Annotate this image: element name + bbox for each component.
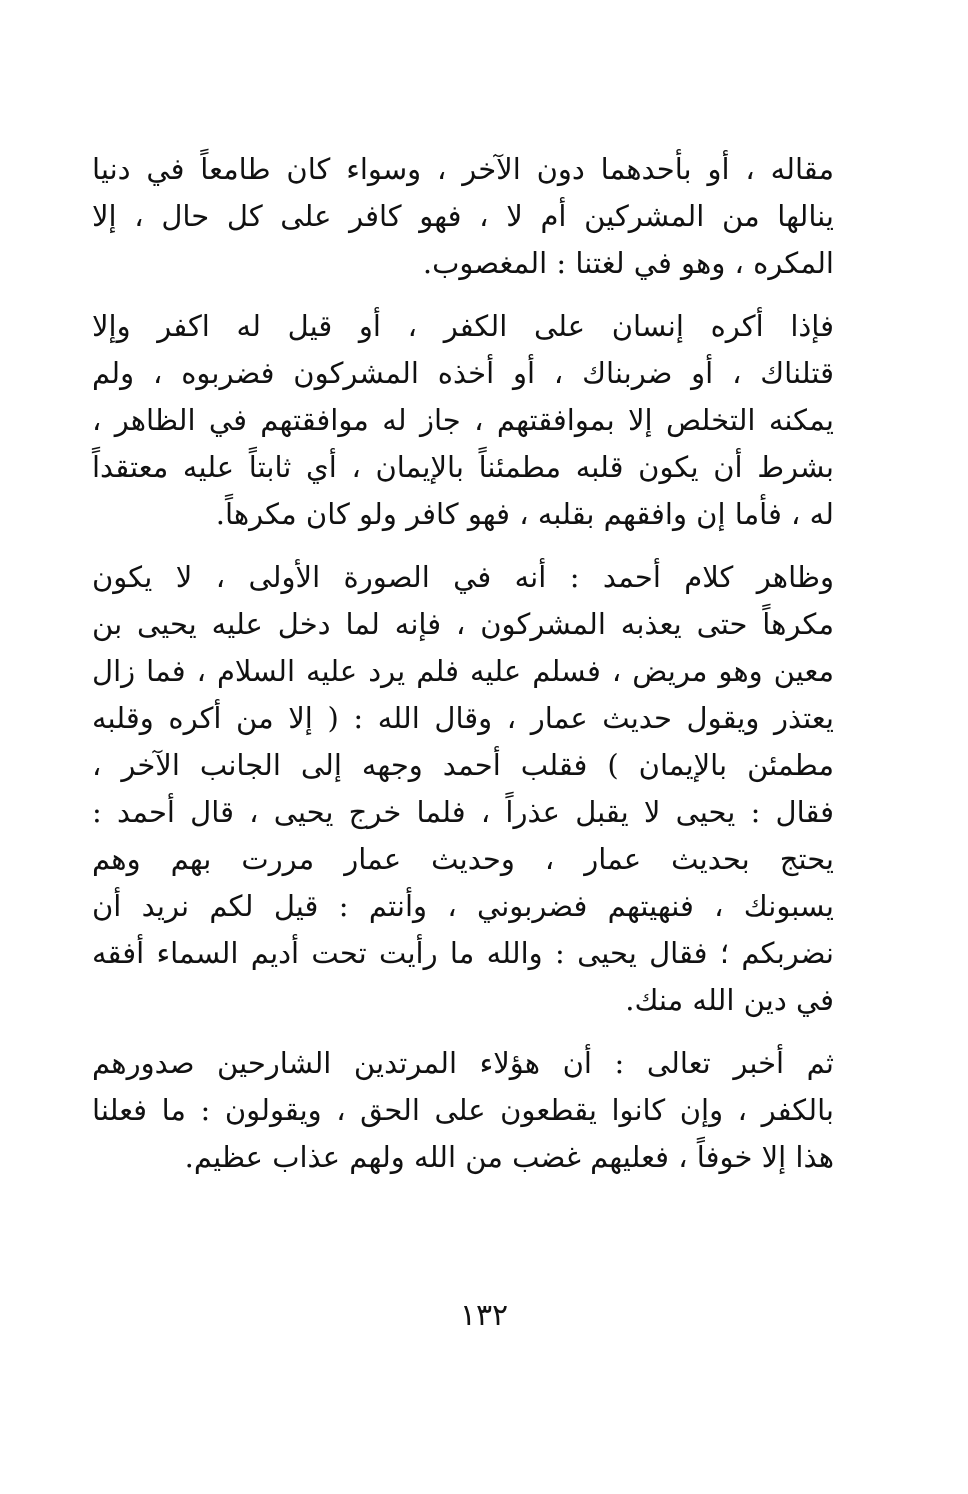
text-line: ينالها من المشركين أم لا ، فهو كافر على كل حال ، إلا bbox=[92, 199, 834, 233]
text-line: بشرط أن يكون قلبه مطمئناً بالإيمان ، أي ثابتاً عليه معتقداً bbox=[92, 450, 834, 484]
text-line: نضربكم ؛ فقال يحيى : والله ما رأيت تحت أديم السماء أفقه bbox=[92, 936, 834, 970]
text-line: مكرهاً حتى يعذبه المشركون ، فإنه لما دخل عليه يحيى بن bbox=[92, 607, 834, 641]
text-line: المكره ، وهو في لغتنا : المغصوب. bbox=[422, 246, 834, 280]
paragraph-gap bbox=[92, 287, 834, 303]
paragraph bbox=[92, 1040, 834, 1181]
text-line: قتلناك ، أو ضربناك ، أو أخذه المشركون فضربوه ، ولم bbox=[92, 356, 834, 390]
paragraph bbox=[92, 303, 834, 538]
text-line: هذا إلا خوفاً ، فعليهم غضب من الله ولهم عذاب عظيم. bbox=[184, 1140, 834, 1174]
text-line: يمكنه التخلص إلا بموافقتهم ، جاز له موافقتهم في الظاهر ، bbox=[92, 403, 834, 437]
text-line: يعتذر ويقول حديث عمار ، وقال الله : ( إلا من أكره وقلبه bbox=[92, 701, 834, 735]
text-line: له ، فأما إن وافقهم بقلبه ، فهو كافر ولو كان مكرهاً. bbox=[215, 497, 834, 531]
text-line: مقاله ، أو بأحدهما دون الآخر ، وسواء كان طامعاً في دنيا bbox=[92, 152, 834, 186]
text-line: يسبونك ، فنهيتهم فضربوني ، وأنتم : قيل لكم نريد أن bbox=[92, 889, 834, 923]
page-number: ١٣٢ bbox=[459, 1298, 509, 1333]
text-line: بالكفر ، وإن كانوا يقطعون على الحق ، ويقولون : ما فعلنا bbox=[92, 1093, 834, 1127]
text-line: ثم أخبر تعالى : أن هؤلاء المرتدين الشارحين صدورهم bbox=[92, 1046, 834, 1080]
paragraph-gap bbox=[92, 1024, 834, 1040]
text-line: وظاهر كلام أحمد : أنه في الصورة الأولى ، لا يكون bbox=[92, 560, 834, 594]
text-line: معين وهو مريض ، فسلم عليه فلم يرد عليه السلام ، فما زال bbox=[92, 654, 834, 688]
body-text bbox=[92, 146, 834, 1181]
paragraph bbox=[92, 146, 834, 287]
paragraph-gap bbox=[92, 538, 834, 554]
paragraph bbox=[92, 554, 834, 1024]
text-line: يحتج بحديث عمار ، وحديث عمار مررت بهم وهم bbox=[92, 842, 834, 876]
text-line: في دين الله منك. bbox=[625, 983, 834, 1017]
text-line: فقال : يحيى لا يقبل عذراً ، فلما خرج يحيى ، قال أحمد : bbox=[92, 795, 834, 829]
text-line: مطمئن بالإيمان ) فقلب أحمد وجهه إلى الجانب الآخر ، bbox=[92, 748, 834, 782]
text-line: فإذا أكره إنسان على الكفر ، أو قيل له اكفر وإلا bbox=[92, 309, 834, 343]
